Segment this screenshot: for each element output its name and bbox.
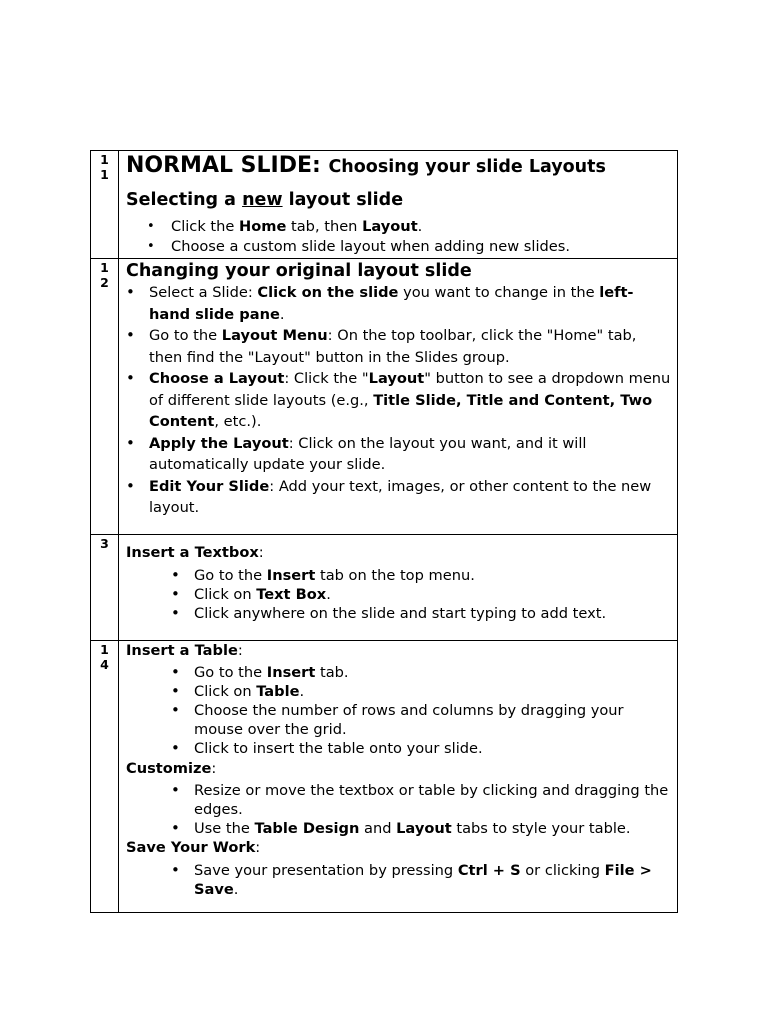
section-label: Save Your Work: xyxy=(126,839,261,856)
list-item: • Choose the number of rows and columns by dragging your mouse over the grid. xyxy=(126,701,671,739)
list-item: • Go to the Layout Menu: On the top toolbar, click the "Home" tab, then find the "Layout" button in the Slides group. xyxy=(126,325,671,368)
list-item: • Click to insert the table onto your slide. xyxy=(126,739,671,758)
list-item: • Save your presentation by pressing Ctrl + S or clicking File > Save. xyxy=(126,861,671,899)
list-item: • Choose a custom slide layout when adding new slides. xyxy=(126,237,671,257)
section-label: Customize: xyxy=(126,760,217,777)
row-number: 3 xyxy=(91,535,119,641)
table-row xyxy=(91,259,678,535)
row-number: 1 4 xyxy=(91,641,119,913)
instruction-table xyxy=(90,150,678,913)
bullet-list xyxy=(126,861,671,899)
list-item: • Resize or move the textbox or table by clicking and dragging the edges. xyxy=(126,781,671,819)
bullet-list xyxy=(126,663,671,758)
list-item: • Edit Your Slide: Add your text, images, or other content to the new layout. xyxy=(126,476,671,519)
section-label: Insert a Table: xyxy=(126,642,243,659)
list-item: • Click anywhere on the slide and start typing to add text. xyxy=(126,604,671,623)
page-title: NORMAL SLIDE: Choosing your slide Layouts xyxy=(126,153,606,178)
section-label: Insert a Textbox: xyxy=(126,544,264,561)
list-item: • Select a Slide: Click on the slide you want to change in the left-hand slide pane. xyxy=(126,282,671,325)
bullet-list xyxy=(126,566,671,623)
bullet-list xyxy=(126,217,671,257)
table-row xyxy=(91,151,678,259)
row-content xyxy=(119,641,678,913)
list-item: • Choose a Layout: Click the "Layout" button to see a dropdown menu of different slide layouts (e.g., Title Slide, Title and Content, Two Content, etc.). xyxy=(126,368,671,433)
table-row xyxy=(91,641,678,913)
list-item: • Go to the Insert tab on the top menu. xyxy=(126,566,671,585)
section-heading: Selecting a new layout slide xyxy=(126,190,404,210)
section-heading: Changing your original layout slide xyxy=(126,261,472,281)
list-item: • Click the Home tab, then Layout. xyxy=(126,217,671,237)
list-item: • Use the Table Design and Layout tabs to style your table. xyxy=(126,819,671,838)
list-item: • Click on Text Box. xyxy=(126,585,671,604)
list-item: • Apply the Layout: Click on the layout you want, and it will automatically update your slide. xyxy=(126,433,671,476)
list-item: • Click on Table. xyxy=(126,682,671,701)
row-content xyxy=(119,259,678,535)
bullet-list xyxy=(126,282,671,519)
bullet-list xyxy=(126,781,671,838)
row-content xyxy=(119,535,678,641)
list-item: • Go to the Insert tab. xyxy=(126,663,671,682)
row-content xyxy=(119,151,678,259)
row-number: 1 2 xyxy=(91,259,119,535)
table-row xyxy=(91,535,678,641)
row-number: 1 1 xyxy=(91,151,119,259)
